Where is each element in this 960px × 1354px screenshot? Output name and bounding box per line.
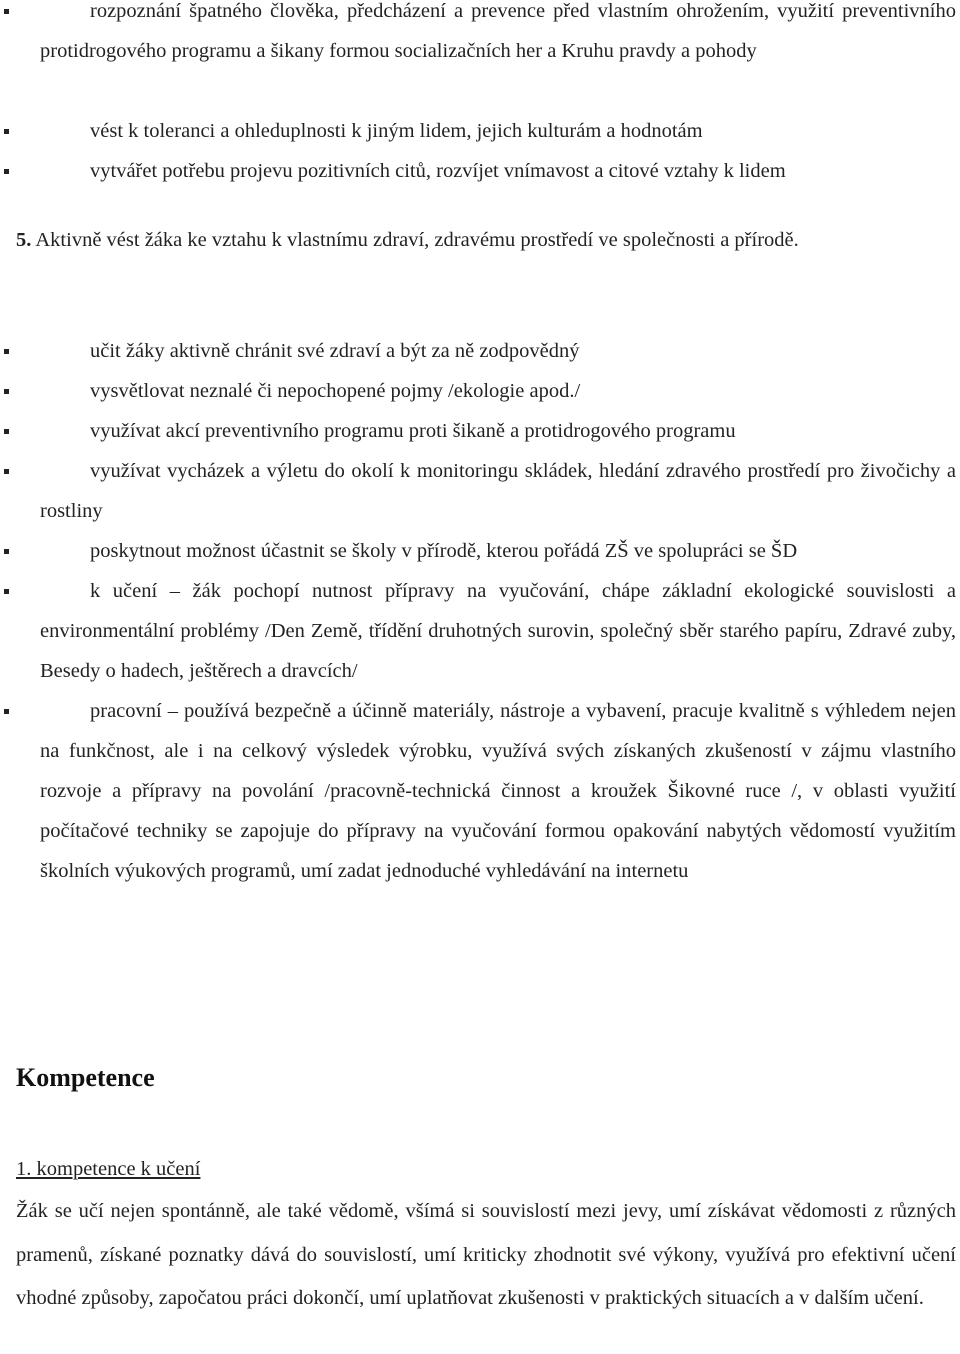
list-item: pracovní – používá bezpečně a účinně materiály, nástroje a vybavení, pracuje kvalitně s výhledem nejen na funkčnost, ale i na celkový výsledek výrobku, využívá svých získaných zkušeností v zájmu vlastního rozvoje a přípravy na povolání /pracovně-technická činnost a kroužek Šikovné ruce /, v oblasti využití počítačové techniky se zapojuje do přípravy na vyučování formou opakování nabytých vědomostí využitím školních výukových programů, umí zadat jednoduché vyhledávání na internetu (40, 700, 956, 882)
bullet-square-icon (4, 469, 9, 474)
bullet-square-icon (4, 349, 9, 354)
bullet-square-icon (4, 429, 9, 434)
bullet-square-icon (4, 389, 9, 394)
list-item: využívat vycházek a výletu do okolí k monitoringu skládek, hledání zdravého prostředí pro živočichy a rostliny (40, 460, 956, 522)
bullet-square-icon (4, 169, 9, 174)
bullet-square-icon (4, 9, 9, 14)
list-item: rozpoznání špatného člověka, předcházení a prevence před vlastním ohrožením, využití preventivního protidrogového programu a šikany formou socializačních her a Kruhu pravdy a pohody (40, 0, 956, 62)
bullet-square-icon (4, 709, 9, 714)
bullet-square-icon (4, 589, 9, 594)
bullet-square-icon (4, 549, 9, 554)
list-item: vést k toleranci a ohleduplnosti k jiným lidem, jejich kulturám a hodnotám (90, 120, 703, 142)
section-heading: Kompetence (16, 1063, 155, 1092)
list-item: poskytnout možnost účastnit se školy v přírodě, kterou pořádá ZŠ ve spolupráci se ŠD (90, 540, 798, 562)
list-item: k učení – žák pochopí nutnost přípravy na vyučování, chápe základní ekologické souvislosti a environmentální problémy /Den Země, třídění druhotných surovin, společný sběr starého papíru, Zdravé zuby, Besedy o hadech, ještěrech a dravcích/ (40, 580, 956, 682)
list-item: učit žáky aktivně chránit své zdraví a být za ně zodpovědný (90, 340, 580, 362)
goal-number: 5. (16, 229, 32, 251)
list-item: vysvětlovat neznalé či nepochopené pojmy /ekologie apod./ (90, 380, 581, 402)
goal-5 (16, 220, 956, 260)
subsection-heading: 1. kompetence k učení (16, 1158, 201, 1180)
list-item: využívat akcí preventivního programu proti šikaně a protidrogového programu (90, 420, 736, 442)
list-item: vytvářet potřebu projevu pozitivních citů, rozvíjet vnímavost a citové vztahy k lidem (90, 160, 786, 182)
bullet-square-icon (4, 129, 9, 134)
body-paragraph: Žák se učí nejen spontánně, ale také vědomě, všímá si souvislostí mezi jevy, umí získávat vědomosti z různých pramenů, získané poznatky dává do souvislostí, umí kriticky zhodnotit své výkony, využívá pro efektivní učení vhodné způsoby, započatou práci dokončí, umí uplatňovat zkušenosti v praktických situacích a v dalším učení. (16, 1200, 956, 1309)
goal-text: Aktivně vést žáka ke vztahu k vlastnímu zdraví, zdravému prostředí ve společnosti a přírodě. (35, 229, 799, 251)
